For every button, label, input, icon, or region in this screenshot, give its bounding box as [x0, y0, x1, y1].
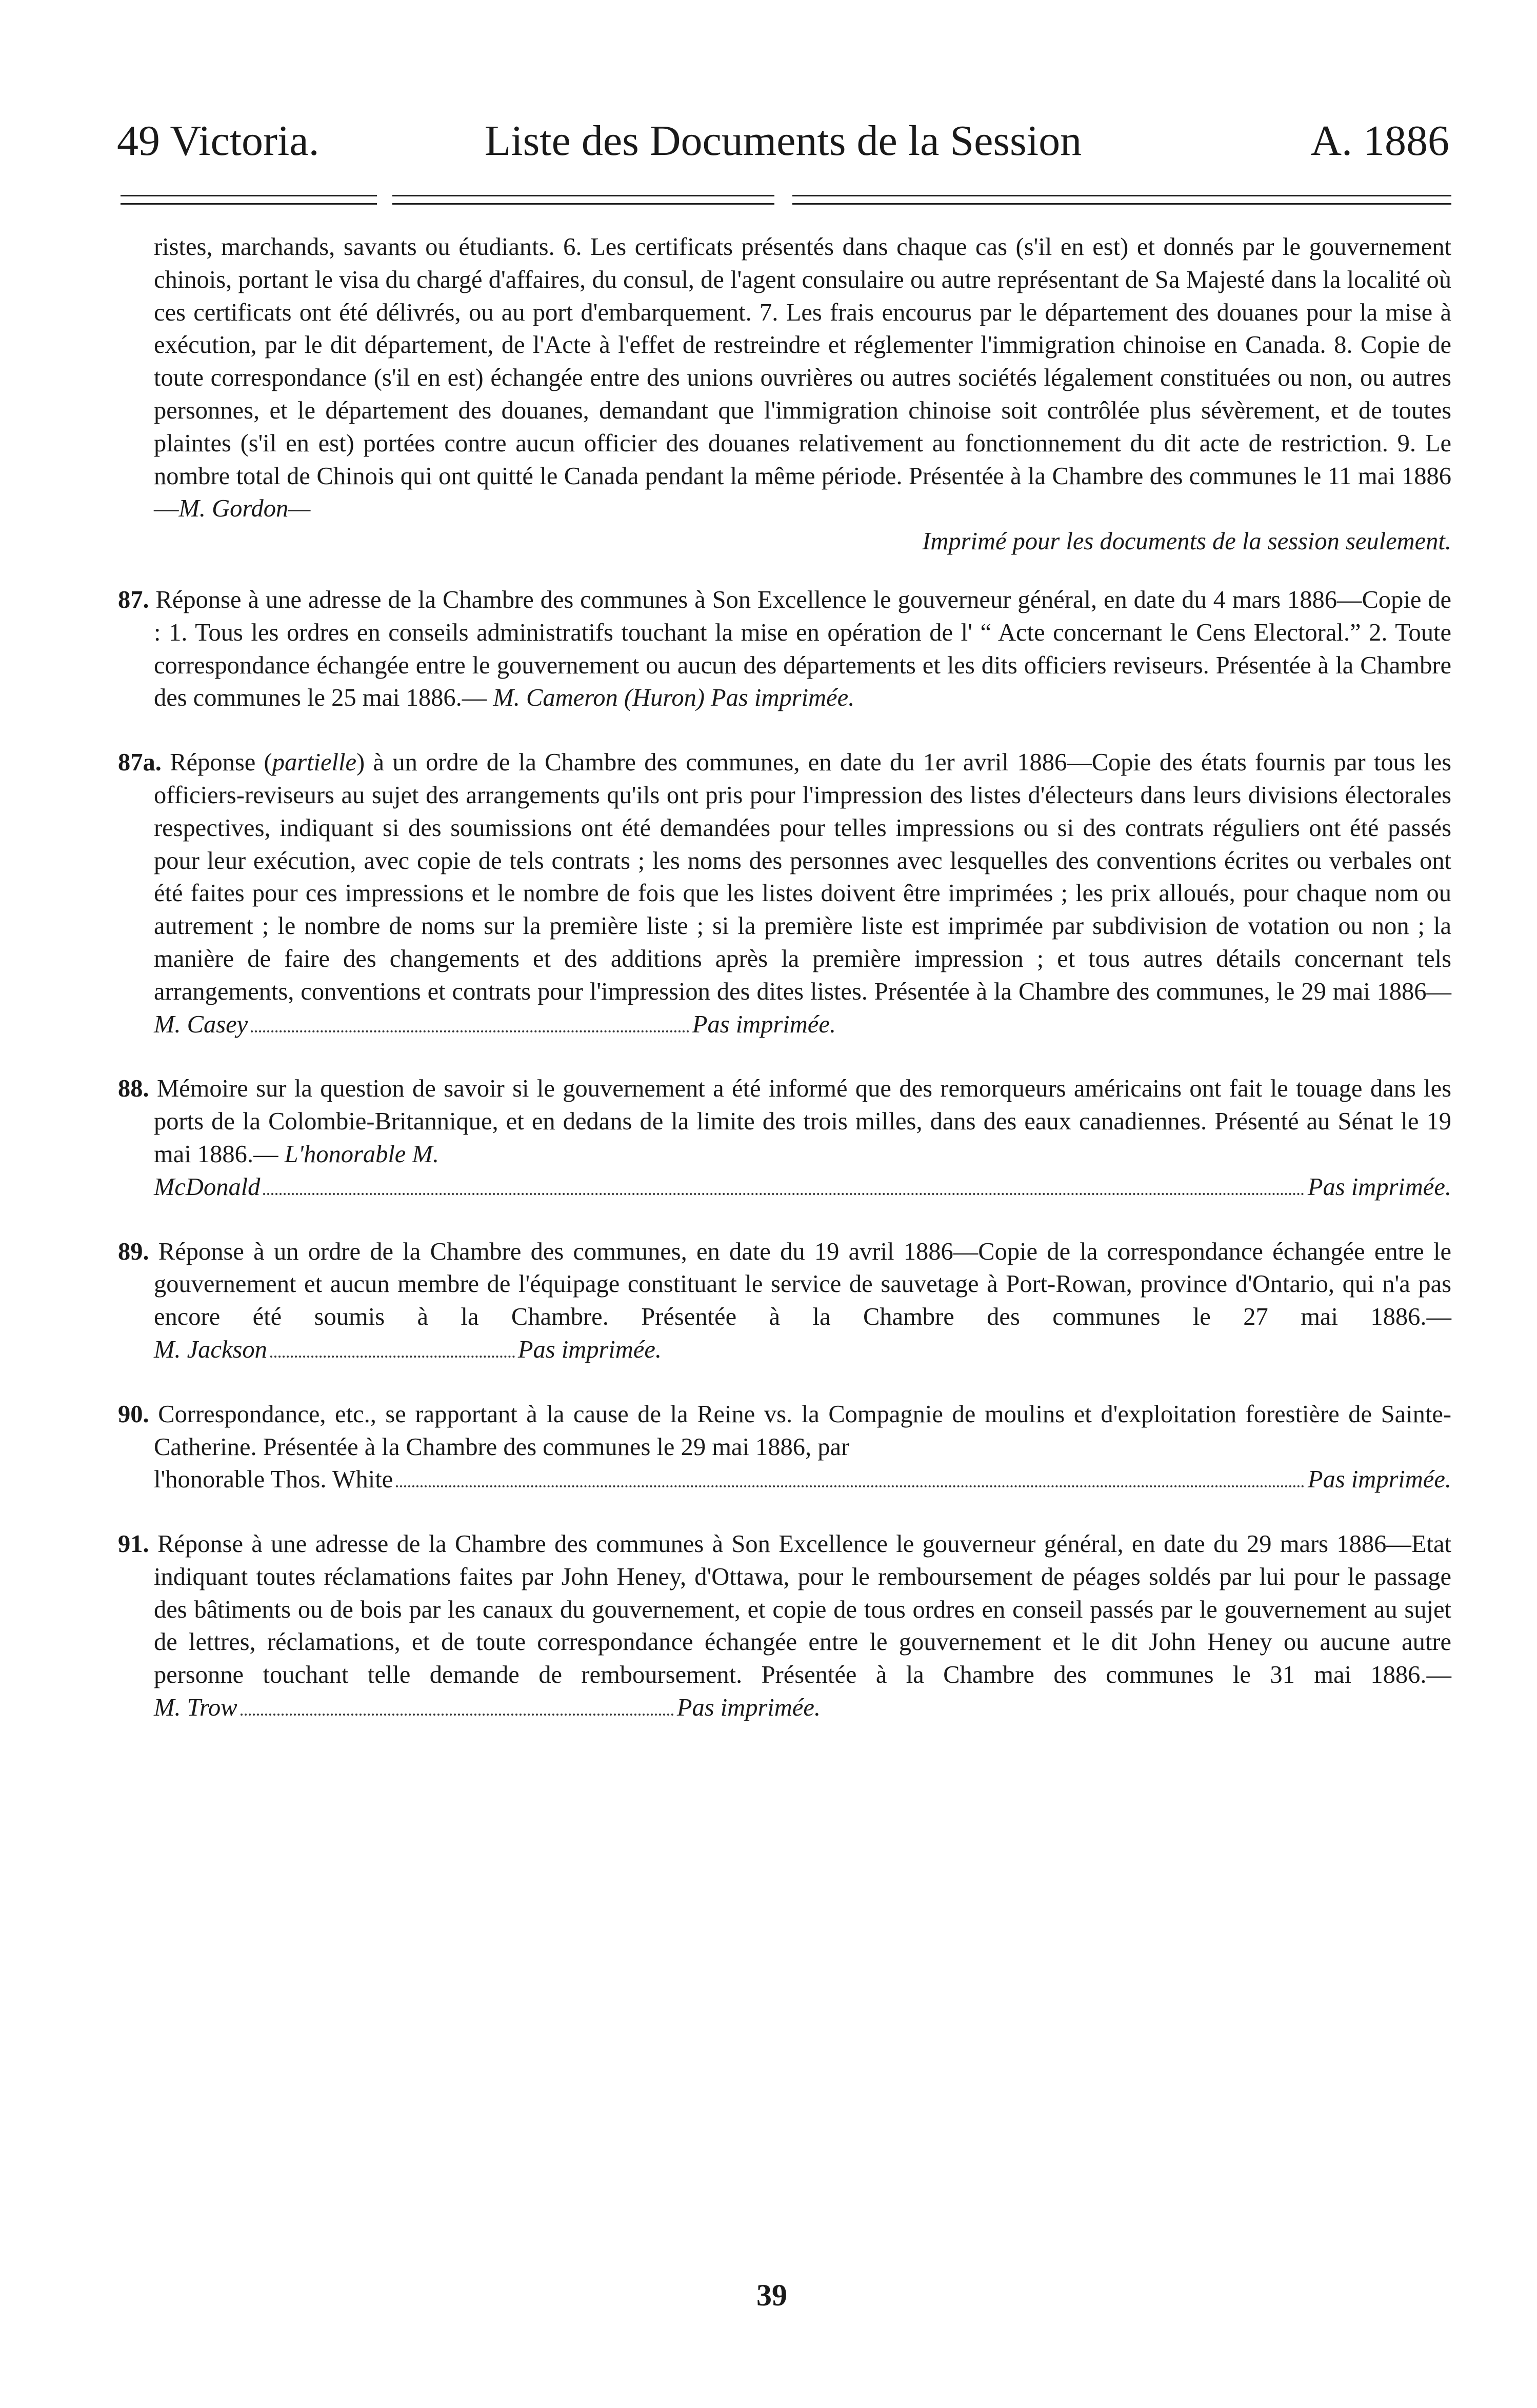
entry-body: Correspondance, etc., se rapportant à la cause de la Reine vs. la Compagnie de moulins et d'exploitation forestière de Sainte-Catherine. Présentée à la Chambre des communes le 29 mai 1886, par [154, 1400, 1452, 1461]
entry-author: M. Casey [154, 1010, 248, 1038]
entry-number: 91. [118, 1530, 149, 1558]
list-item-89 [118, 1236, 1451, 1366]
dot-leader [270, 1356, 515, 1358]
entry-leader-line [493, 682, 855, 714]
continuation-entry [154, 231, 1451, 558]
entry-body: ) à un ordre de la Chambre des communes, en date du 1er avril 1886—Copie des états fournis par tous les officiers-reviseurs au sujet des arrangements qu'ils ont pris pour l'impression des listes d'électeurs dans leurs divisions électorales respectives, indiquant si des soumissions ont été demandées pour telles impressions ou si des contrats réguliers ont été passés pour leur exécution, avec copie de tels contrats ; les noms des personnes avec lesquelles des conventions écrites ou verbales ont été faites pour ces impressions et le nombre de fois que les listes doivent être imprimées ; les prix alloués, pour chaque nom ou autrement ; le nombre de noms sur la première liste ; si la première liste est imprimée par subdivision de votation ou non ; la manière de faire des changements et des additions après la première impression ; et tous autres détails concernant tels arrangements, conventions et contrats pour l'impression des dites listes. Présentée à la Chambre des communes, le 29 mai 1886— [154, 749, 1451, 1005]
entry-number: 87a. [118, 749, 162, 777]
document-list [118, 231, 1452, 1756]
entry-body-start: Réponse ( [170, 749, 272, 777]
list-item-90 [118, 1398, 1451, 1496]
entry-status: Pas imprimée. [1307, 1466, 1451, 1494]
rule-segment [792, 195, 1451, 196]
header-regnal-year: 49 Victoria. [117, 117, 320, 165]
entry-status: Pas imprimée. [1307, 1173, 1451, 1201]
entry-author: McDonald [154, 1173, 261, 1201]
entry-leader-line [154, 1008, 836, 1041]
dot-leader [396, 1485, 1305, 1487]
entry-status: Pas imprimée. [692, 1010, 836, 1038]
entry-status: Pas imprimée. [517, 1336, 662, 1363]
dot-leader [241, 1714, 674, 1716]
entry-body: Réponse à une adresse de la Chambre des communes à Son Excellence le gouverneur général, en date du 29 mars 1886—Etat indiquant toutes réclamations faites par John Heney, d'Ottawa, pour le remboursement de péages soldés par lui pour le passage des bâtiments ou de bois par les canaux du gouvernement, et copie de tous ordres en conseil passés par le gouvernement au sujet de lettres, réclamations, et de toute correspondance échangée entre le gouvernement et le dit John Heney ou aucune autre personne touchant telle demande de remboursement. Présentée à la Chambre des communes le 31 mai 1886.— [154, 1530, 1451, 1689]
list-item-87a [118, 746, 1451, 1041]
continuation-text: ristes, marchands, savants ou étudiants. 6. Les certificats présentés dans chaque cas (s'il en est) et donnés par le gouvernement chinois, portant le visa du chargé d'affaires, du consul, de l'agent consulaire ou autre représentant de Sa Majesté dans la localité où ces certificats ont été délivrés, ou au port d'embarquement. 7. Les frais encourus par le département des douanes pour la mise à exécution, par le dit département, de l'Acte à l'effet de restreindre et réglementer l'immigration chinoise en Canada. 8. Copie de toute correspondance (s'il en est) échangée entre des unions ouvrières ou autres sociétés légalement constituées ou non, ou autres personnes, et le département des douanes, demandant que l'immigration chinoise soit contrôlée plus sévèrement, et de toutes plaintes (s'il en est) portées contre aucun officier des douanes relativement au fonctionnement du dit acte de restriction. 9. Le nombre total de Chinois qui ont quitté le Canada pendant la même période. Présentée à la Chambre des communes le 11 mai 1886— [154, 233, 1451, 523]
dot-leader [263, 1193, 1304, 1195]
page-number: 39 [756, 2278, 787, 2312]
entry-number: 88. [118, 1075, 149, 1103]
continuation-imprint: Imprimé pour les documents de la session seulement. [922, 528, 1451, 555]
list-item-88 [118, 1072, 1451, 1203]
rule-segment [121, 203, 377, 205]
page-header [117, 115, 1449, 172]
entry-status: Pas imprimée. [711, 684, 855, 712]
entry-number: 90. [118, 1400, 149, 1428]
entry-author: M. Cameron (Huron) [493, 684, 705, 712]
rule-segment [392, 195, 774, 196]
rule-segment [792, 203, 1451, 205]
list-item-91 [118, 1528, 1451, 1724]
rule-segment [121, 195, 377, 196]
entry-leader-line [154, 1171, 1451, 1204]
header-year: A. 1886 [1310, 117, 1449, 165]
entry-leader-line [154, 1334, 662, 1366]
entry-author: M. Jackson [154, 1336, 267, 1363]
entry-author: l'honorable Thos. White [154, 1466, 393, 1494]
entry-number: 89. [118, 1238, 149, 1265]
entry-body: Réponse à un ordre de la Chambre des communes, en date du 19 avril 1886—Copie de la correspondance échangée entre le gouvernement et aucun membre de l'équipage constituant le service de sauvetage à Port-Rowan, province d'Ontario, qui n'a pas encore été soumis à la Chambre. Présentée à la Chambre des communes le 27 mai 1886.— [154, 1238, 1452, 1331]
entry-body: Réponse à une adresse de la Chambre des communes à Son Excellence le gouverneur général, en date du 4 mars 1886—Copie de : 1. Tous les ordres en conseils administratifs touchant la mise en opération de l' “ Acte concernant le Cens Electoral.” 2. Toute correspondance échangée entre le gouvernement ou aucun des départements et les dits officiers reviseurs. Présentée à la Chambre des communes le 25 mai 1886.— [154, 586, 1452, 712]
entry-partial: partielle [272, 749, 357, 777]
entry-leader-line [154, 1691, 821, 1724]
rule-segment [392, 203, 774, 205]
entry-author-prefix: L'honorable M. [284, 1140, 439, 1168]
entry-body: Mémoire sur la question de savoir si le gouvernement a été informé que des remorqueurs américains ont fait le touage dans les ports de la Colombie-Britannique, et en dedans de la limite des trois milles, dans des eaux canadiennes. Présenté au Sénat le 19 mai 1886.— [154, 1075, 1451, 1168]
header-double-rule [121, 195, 1451, 208]
entry-status: Pas imprimée. [676, 1694, 821, 1722]
continuation-author: M. Gordon— [178, 495, 311, 523]
entry-leader-line [154, 1463, 1451, 1496]
list-item-87 [118, 584, 1451, 714]
entry-author: M. Trow [154, 1694, 237, 1722]
entry-number: 87. [118, 586, 149, 613]
dot-leader [251, 1030, 689, 1032]
header-title: Liste des Documents de la Session [484, 117, 1082, 165]
